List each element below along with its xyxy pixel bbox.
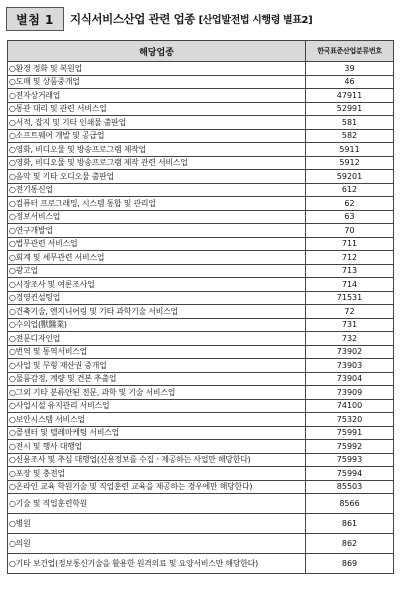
industry-code-cell: 75993 (306, 453, 394, 467)
industry-name-cell: ○병원 (8, 514, 306, 534)
industry-code-cell: 62 (306, 197, 394, 211)
industry-name-cell: ○통관 대리 및 관련 서비스업 (8, 102, 306, 116)
industry-name-cell: ○기술 및 직업훈련학원 (8, 494, 306, 514)
attachment-badge: 별첨 1 (6, 7, 64, 31)
industry-code-cell: 5911 (306, 143, 394, 157)
industry-name-cell: ○신용조사 및 추심 대행업(신용정보를 수집ㆍ제공하는 사업만 해당한다) (8, 453, 306, 467)
industry-code-cell: 73904 (306, 372, 394, 386)
industry-name-cell: ○수의업(獸醫業) (8, 318, 306, 332)
industry-name-cell: ○그외 기타 분류안된 전문, 과학 및 기술 서비스업 (8, 386, 306, 400)
industry-name-cell: ○보안시스템 서비스업 (8, 413, 306, 427)
table-row (8, 318, 394, 332)
industry-code-cell: 46 (306, 75, 394, 89)
industry-code-cell: 712 (306, 251, 394, 265)
industry-code-cell: 731 (306, 318, 394, 332)
table-row (8, 251, 394, 265)
table-row (8, 305, 394, 319)
industry-code-cell: 73909 (306, 386, 394, 400)
title-subtitle: [산업발전법 시행령 별표2] (198, 15, 313, 26)
table-row (8, 183, 394, 197)
column-header-code: 한국표준산업분류번호 (306, 41, 394, 62)
industry-name-cell: ○전시 및 행사 대행업 (8, 440, 306, 454)
industry-code-cell: 5912 (306, 156, 394, 170)
column-header-industry: 해당업종 (8, 41, 306, 62)
industry-name-cell: ○사업시설 유지관리 서비스업 (8, 399, 306, 413)
industry-name-cell: ○전자상거래업 (8, 89, 306, 103)
industry-code-cell: 713 (306, 264, 394, 278)
table-row (8, 386, 394, 400)
table-row (8, 494, 394, 514)
industry-code-cell: 73902 (306, 345, 394, 359)
industry-name-cell: ○법무관련 서비스업 (8, 237, 306, 251)
table-row (8, 534, 394, 554)
table-body (8, 62, 394, 574)
industry-code-cell: 861 (306, 514, 394, 534)
industry-name-cell: ○건축기술, 엔지니어링 및 기타 과학기술 서비스업 (8, 305, 306, 319)
industry-code-cell: 732 (306, 332, 394, 346)
industry-code-cell: 581 (306, 116, 394, 130)
table-row (8, 197, 394, 211)
table-row (8, 210, 394, 224)
industry-code-cell: 72 (306, 305, 394, 319)
industry-name-cell: ○소프트웨어 개발 및 공급업 (8, 129, 306, 143)
industry-code-cell: 47911 (306, 89, 394, 103)
table-row (8, 440, 394, 454)
industry-name-cell: ○포장 및 충전업 (8, 467, 306, 481)
table-row (8, 467, 394, 481)
table-row (8, 116, 394, 130)
industry-code-cell: 73903 (306, 359, 394, 373)
industry-name-cell: ○전문디자인업 (8, 332, 306, 346)
industry-name-cell: ○연구개발업 (8, 224, 306, 238)
table-row (8, 75, 394, 89)
industry-code-cell: 74100 (306, 399, 394, 413)
industry-code-cell: 59201 (306, 170, 394, 184)
industry-code-cell: 714 (306, 278, 394, 292)
industry-name-cell: ○번역 및 통역서비스업 (8, 345, 306, 359)
industry-table (7, 40, 394, 574)
industry-name-cell: ○전기통신업 (8, 183, 306, 197)
industry-name-cell: ○영화, 비디오물 및 방송프로그램 제작 관련 서비스업 (8, 156, 306, 170)
table-row (8, 399, 394, 413)
industry-name-cell: ○온라인 교육 학원기술 및 직업훈련 교육을 제공하는 경우에만 해당한다) (8, 480, 306, 494)
table-row (8, 332, 394, 346)
industry-name-cell: ○경영컨설팅업 (8, 291, 306, 305)
industry-name-cell: ○사업 및 무형 재산권 중개업 (8, 359, 306, 373)
table-row (8, 359, 394, 373)
industry-code-cell: 71531 (306, 291, 394, 305)
industry-code-cell: 63 (306, 210, 394, 224)
industry-code-cell: 75320 (306, 413, 394, 427)
industry-name-cell: ○음악 및 기타 오디오물 출판업 (8, 170, 306, 184)
table-row (8, 345, 394, 359)
industry-name-cell: ○회계 및 세무관련 서비스업 (8, 251, 306, 265)
document-header (6, 6, 312, 32)
industry-name-cell: ○콜센터 및 텔레마케팅 서비스업 (8, 426, 306, 440)
industry-name-cell: ○광고업 (8, 264, 306, 278)
industry-name-cell: ○환경 정화 및 복원업 (8, 62, 306, 76)
table-header-row (8, 41, 394, 62)
table-row (8, 372, 394, 386)
industry-code-cell: 70 (306, 224, 394, 238)
industry-code-cell: 52991 (306, 102, 394, 116)
table-row (8, 129, 394, 143)
table-row (8, 62, 394, 76)
industry-name-cell: ○도매 및 상품중개업 (8, 75, 306, 89)
industry-code-cell: 85503 (306, 480, 394, 494)
table-row (8, 514, 394, 534)
table-row (8, 156, 394, 170)
industry-name-cell: ○의원 (8, 534, 306, 554)
table-row (8, 480, 394, 494)
industry-code-cell: 869 (306, 554, 394, 574)
industry-code-cell: 862 (306, 534, 394, 554)
industry-name-cell: ○영화, 비디오물 및 방송프로그램 제작업 (8, 143, 306, 157)
industry-name-cell: ○컴퓨터 프로그래밍, 시스템 통합 및 관리업 (8, 197, 306, 211)
table-row (8, 143, 394, 157)
table-row (8, 89, 394, 103)
industry-name-cell: ○시장조사 및 여론조사업 (8, 278, 306, 292)
table-row (8, 264, 394, 278)
industry-code-cell: 582 (306, 129, 394, 143)
industry-name-cell: ○물품감정, 계량 및 견본 추출업 (8, 372, 306, 386)
industry-code-cell: 75992 (306, 440, 394, 454)
table-row (8, 237, 394, 251)
table-row (8, 554, 394, 574)
industry-code-cell: 75991 (306, 426, 394, 440)
industry-code-cell: 39 (306, 62, 394, 76)
industry-code-cell: 612 (306, 183, 394, 197)
table-row (8, 224, 394, 238)
title-text: 지식서비스산업 관련 업종 (70, 12, 196, 26)
industry-code-cell: 711 (306, 237, 394, 251)
industry-code-cell: 8566 (306, 494, 394, 514)
table-row (8, 413, 394, 427)
industry-name-cell: ○기타 보건업(정보통신기술을 활용한 원격의료 및 요양서비스만 해당한다) (8, 554, 306, 574)
industry-name-cell: ○서적, 잡지 및 기타 인쇄물 출판업 (8, 116, 306, 130)
table-row (8, 170, 394, 184)
table-row (8, 102, 394, 116)
document-title (70, 11, 312, 27)
industry-name-cell: ○정보서비스업 (8, 210, 306, 224)
table-row (8, 426, 394, 440)
table-row (8, 453, 394, 467)
industry-code-cell: 75994 (306, 467, 394, 481)
table-row (8, 291, 394, 305)
table-row (8, 278, 394, 292)
